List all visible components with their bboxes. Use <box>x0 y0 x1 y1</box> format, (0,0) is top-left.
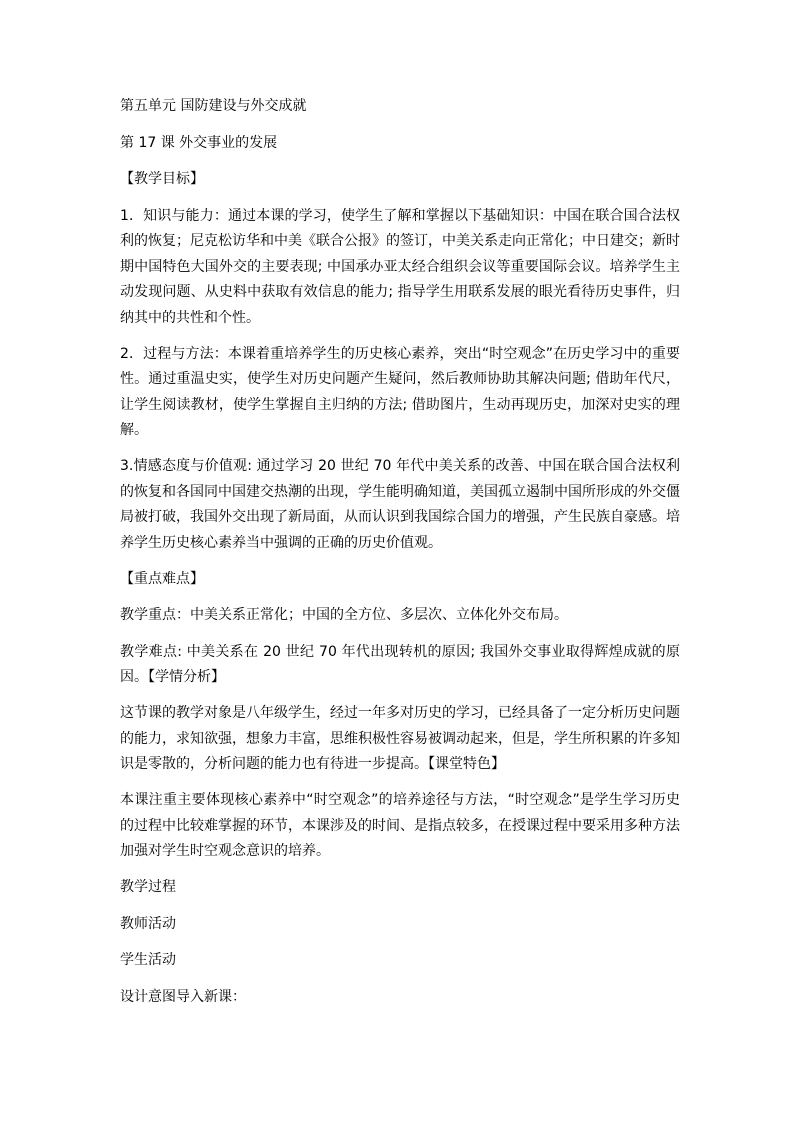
objective-paragraph-1: 1．知识与能力：通过本课的学习，使学生了解和掌握以下基础知识：中国在联合国合法权利的恢复；尼克松访华和中美《联合公报》的签订，中美关系走向正常化；中日建交；新时期中国特色大国外交的主要表现; 中国承办亚太经合组织会议等重要国际会议。培养学生主动发现问题、从史料中获取有效信息的能力; 指导学生用联系发展的眼光看待历史事件，归纳其中的共性和个性。 <box>120 207 680 326</box>
section-heading-key-points: 【重点难点】 <box>120 570 204 587</box>
feature-paragraph: 本课注重主要体现核心素养中“时空观念”的培养途径与方法，“时空观念”是学生学习历史的过程中比较难掌握的环节，本课涉及的时间、是指点较多，在授课过程中要采用多种方法加强对学生时空观念意识的培养。 <box>120 792 680 859</box>
design-intent-label: 设计意图导入新课： <box>120 988 246 1005</box>
student-activity-label: 学生活动 <box>120 952 176 968</box>
lesson-title: 第 17 课 外交事业的发展 <box>120 134 278 151</box>
key-point-paragraph: 教学重点：中美关系正常化；中国的全方位、多层次、立体化外交布局。 <box>120 607 568 623</box>
difficulty-paragraph: 教学难点: 中美关系在 20 世纪 70 年代出现转机的原因; 我国外交事业取得辉煌成就的原因。【学情分析】 <box>120 643 680 685</box>
unit-title: 第五单元 国防建设与外交成就 <box>120 98 307 114</box>
document-page <box>120 94 680 1021</box>
objective-paragraph-3: 3.情感态度与价值观: 通过学习 20 世纪 70 年代中美关系的改善、中国在联合国合法权利的恢复和各国同中国建交热潮的出现，学生能明确知道，美国孤立遏制中国所形成的外交僵局被打破，我国外交出现了新局面，从而认识到我国综合国力的增强，产生民族自豪感。培养学生历史核心素养当中强调的正确的历史价值观。 <box>120 458 680 551</box>
section-heading-objectives: 【教学目标】 <box>120 171 204 187</box>
process-heading: 教学过程 <box>120 879 176 895</box>
teacher-activity-label: 教师活动 <box>120 915 176 932</box>
analysis-paragraph: 这节课的教学对象是八年级学生，经过一年多对历史的学习，已经具备了一定分析历史问题的能力，求知欲强，想象力丰富，思维积极性容易被调动起来，但是，学生所积累的许多知识是零散的，分析问题的能力也有待进一步提高。【课堂特色】 <box>120 705 680 772</box>
objective-paragraph-2: 2．过程与方法：本课着重培养学生的历史核心素养，突出“时空观念”在历史学习中的重要性。通过重温史实，使学生对历史问题产生疑问，然后教师协助其解决问题; 借助年代尺，让学生阅读教材，使学生掌握自主归纳的方法; 借助图片，生动再现历史，加深对史实的理解。 <box>120 345 680 438</box>
